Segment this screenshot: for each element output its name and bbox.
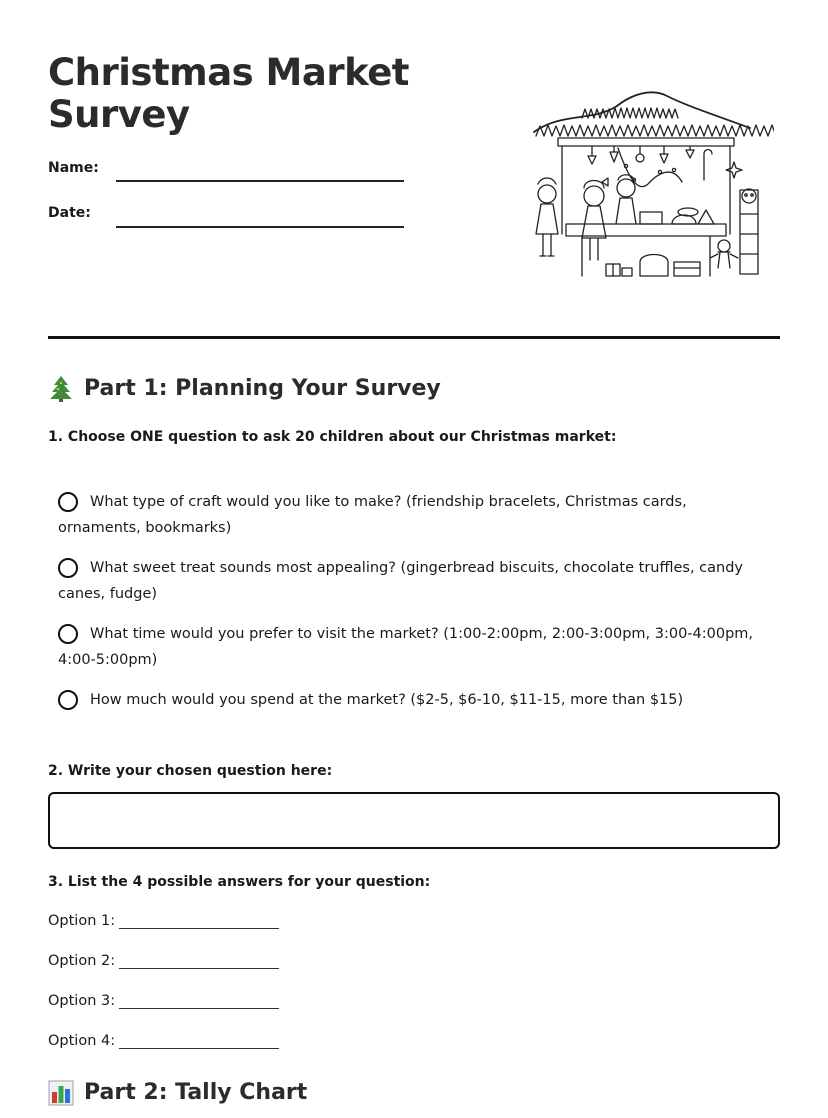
answer-option-4-label: Option 4: (48, 1033, 116, 1049)
answer-option-3 (48, 993, 279, 1009)
question-1-label: 1. Choose ONE question to ask 20 children about our Christmas market: (48, 429, 617, 445)
survey-option-3 (58, 621, 758, 673)
part1-heading-text: Part 1: Planning Your Survey (84, 375, 441, 401)
date-label: Date: (48, 205, 91, 221)
answer-option-2 (48, 953, 279, 969)
christmas-tree-icon (48, 374, 74, 402)
part2-heading (48, 1078, 307, 1106)
survey-option-4 (58, 687, 758, 713)
bar-chart-icon (48, 1078, 74, 1106)
question-3-label: 3. List the 4 possible answers for your question: (48, 874, 431, 890)
answer-option-1-label: Option 1: (48, 913, 116, 929)
date-field[interactable] (116, 226, 404, 228)
chosen-question-input[interactable] (48, 792, 780, 849)
survey-option-1 (58, 489, 758, 541)
name-label: Name: (48, 160, 99, 176)
option-4-text: How much would you spend at the market? ($2-5, $6-10, $11-15, more than $15) (90, 692, 684, 708)
part2-heading-text: Part 2: Tally Chart (84, 1079, 308, 1105)
answer-option-3-label: Option 3: (48, 993, 116, 1009)
answer-option-2-label: Option 2: (48, 953, 116, 969)
radio-option-2[interactable] (58, 558, 78, 578)
section-divider (48, 336, 780, 339)
option-3-text: What time would you prefer to visit the market? (1:00-2:00pm, 2:00-3:00pm, 3:00-4:00pm, 4:00-5:00pm) (58, 626, 754, 668)
radio-option-1[interactable] (58, 492, 78, 512)
name-field[interactable] (116, 180, 404, 182)
answer-option-4 (48, 1033, 279, 1049)
answer-option-1 (48, 913, 279, 929)
survey-option-2 (58, 555, 758, 607)
answer-option-1-field[interactable] (119, 914, 279, 929)
answer-option-3-field[interactable] (119, 994, 279, 1009)
answer-option-2-field[interactable] (119, 954, 279, 969)
radio-option-4[interactable] (58, 690, 78, 710)
radio-option-3[interactable] (58, 624, 78, 644)
option-1-text: What type of craft would you like to make? (friendship bracelets, Christmas cards, ornaments, bookmarks) (58, 494, 687, 536)
part1-heading (48, 374, 441, 402)
question-2-label: 2. Write your chosen question here: (48, 763, 333, 779)
page-title: Christmas Market Survey (48, 51, 409, 136)
option-2-text: What sweet treat sounds most appealing? (gingerbread biscuits, chocolate truffles, candy canes, fudge) (58, 560, 744, 602)
answer-option-4-field[interactable] (119, 1034, 279, 1049)
market-stall-illustration (522, 84, 774, 290)
